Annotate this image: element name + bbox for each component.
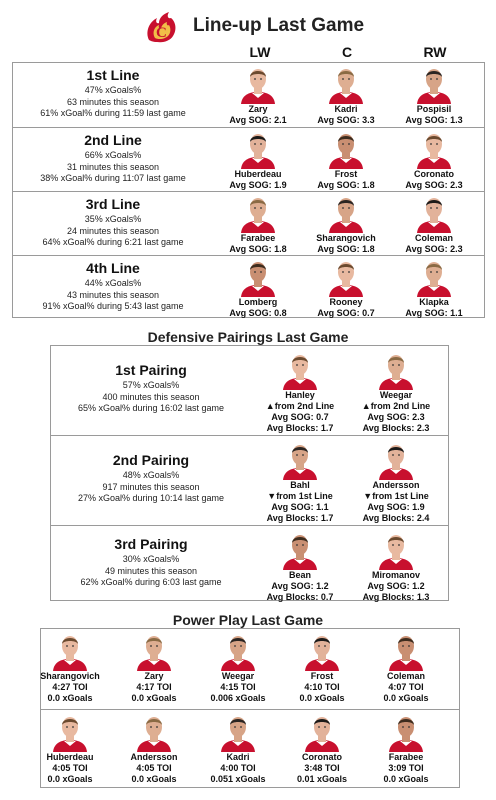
player-headshot-icon <box>134 712 174 752</box>
line-info <box>13 260 213 313</box>
line-minutes: 31 minutes this season <box>66 161 160 172</box>
line-info <box>13 67 213 120</box>
player-stat: Avg Blocks: 2.4 <box>362 513 430 523</box>
player-xgoals: 0.0 xGoals <box>47 774 93 784</box>
player-card <box>341 350 451 434</box>
player-stat: Avg SOG: 1.8 <box>229 244 287 254</box>
page-header <box>0 6 496 46</box>
player-card <box>351 712 461 785</box>
player-photo <box>280 440 320 480</box>
player-xgoals: 0.0 xGoals <box>47 693 93 703</box>
player-toi: 4:05 TOI <box>136 763 172 773</box>
defense-pair-row <box>51 346 448 435</box>
defense-pairings-table <box>50 345 449 601</box>
player-photo <box>134 631 174 671</box>
player-toi: 4:07 TOI <box>388 682 424 692</box>
player-name: Sharangovich <box>316 233 376 243</box>
player-name: Andersson <box>130 752 178 762</box>
player-stat: Avg SOG: 1.1 <box>405 308 463 318</box>
player-headshot-icon <box>414 257 454 297</box>
player-name: Coronato <box>302 752 342 762</box>
player-toi: 4:27 TOI <box>52 682 88 692</box>
pair-last-game: 27% xGoal% during 10:14 last game <box>77 493 225 503</box>
player-headshot-icon <box>386 712 426 752</box>
player-card <box>379 129 489 191</box>
player-photo <box>280 530 320 570</box>
pair-info <box>51 362 251 415</box>
player-headshot-icon <box>326 193 366 233</box>
player-stat: Avg SOG: 2.3 <box>405 244 463 254</box>
page-title: Line-up Last Game <box>193 15 365 36</box>
player-card <box>245 530 355 603</box>
player-photo <box>376 350 416 390</box>
player-headshot-icon <box>280 440 320 480</box>
player-name: Rooney <box>329 297 363 307</box>
pair-last-game: 62% xGoal% during 6:03 last game <box>80 577 222 587</box>
defense-pair-row <box>51 525 448 602</box>
forward-line-row <box>13 255 484 319</box>
player-name: Bean <box>288 570 311 580</box>
player-xgoals: 0.01 xGoals <box>296 774 348 784</box>
player-stat: Avg SOG: 1.3 <box>405 115 463 125</box>
player-headshot-icon <box>218 631 258 671</box>
column-header-rw: RW <box>423 44 447 60</box>
player-xgoals: 0.006 xGoals <box>210 693 266 703</box>
player-toi: 4:17 TOI <box>136 682 172 692</box>
player-headshot-icon <box>238 129 278 169</box>
player-headshot-icon <box>376 440 416 480</box>
player-toi: 3:09 TOI <box>388 763 424 773</box>
player-stat: Avg Blocks: 1.7 <box>266 423 334 433</box>
line-last-game: 64% xGoal% during 6:21 last game <box>42 237 184 247</box>
player-stat: Avg SOG: 1.2 <box>271 581 329 591</box>
player-name: Pospisil <box>416 104 452 114</box>
player-photo <box>326 257 366 297</box>
player-name: Lomberg <box>238 297 278 307</box>
svg-text:C: C <box>156 25 167 41</box>
player-stat: Avg Blocks: 2.3 <box>362 423 430 433</box>
player-photo <box>386 712 426 752</box>
player-card <box>379 193 489 255</box>
player-toi: 4:00 TOI <box>220 763 256 773</box>
player-headshot-icon <box>238 193 278 233</box>
player-headshot-icon <box>414 64 454 104</box>
player-headshot-icon <box>376 530 416 570</box>
pair-info <box>51 536 251 589</box>
player-photo <box>376 440 416 480</box>
pair-name: 3rd Pairing <box>114 536 188 552</box>
player-name: Zary <box>248 104 268 114</box>
line-last-game: 61% xGoal% during 11:59 last game <box>40 108 186 118</box>
pair-xgoals: 30% xGoals% <box>122 554 180 564</box>
player-stat: Avg SOG: 2.1 <box>229 115 287 125</box>
player-headshot-icon <box>218 712 258 752</box>
player-name: Sharangovich <box>40 671 100 681</box>
player-card <box>351 631 461 704</box>
player-headshot-icon <box>50 631 90 671</box>
player-toi: 4:15 TOI <box>220 682 256 692</box>
pair-minutes: 917 minutes this season <box>102 481 200 492</box>
player-xgoals: 0.0 xGoals <box>131 693 177 703</box>
pair-name: 2nd Pairing <box>112 452 190 468</box>
player-stat: Avg SOG: 1.9 <box>367 502 425 512</box>
player-photo <box>414 257 454 297</box>
player-headshot-icon <box>134 631 174 671</box>
player-photo <box>326 64 366 104</box>
powerplay-section-title: Power Play Last Game <box>172 612 324 628</box>
player-photo <box>218 712 258 752</box>
player-headshot-icon <box>302 712 342 752</box>
line-name: 1st Line <box>86 67 140 83</box>
pair-last-game: 65% xGoal% during 16:02 last game <box>77 403 225 413</box>
pair-minutes: 49 minutes this season <box>104 565 198 576</box>
player-photo <box>238 257 278 297</box>
player-stat: Avg SOG: 2.3 <box>367 412 425 422</box>
player-name: Weegar <box>221 671 255 681</box>
player-card <box>379 257 489 319</box>
player-xgoals: 0.0 xGoals <box>383 693 429 703</box>
player-name: Coleman <box>414 233 453 243</box>
player-stat: Avg SOG: 0.7 <box>317 308 375 318</box>
pair-xgoals: 57% xGoals% <box>122 380 180 390</box>
player-headshot-icon <box>238 257 278 297</box>
player-photo <box>386 631 426 671</box>
forward-line-row <box>13 191 484 255</box>
player-name: Bahl <box>290 480 310 490</box>
player-name: Kadri <box>334 104 358 114</box>
player-stat: Avg Blocks: 1.3 <box>362 592 430 602</box>
player-stat: Avg SOG: 1.9 <box>229 180 287 190</box>
player-toi: 3:48 TOI <box>304 763 340 773</box>
player-card <box>341 440 451 524</box>
line-xgoals: 35% xGoals% <box>84 214 142 224</box>
player-headshot-icon <box>414 193 454 233</box>
player-headshot-icon <box>326 129 366 169</box>
player-stat: Avg SOG: 1.2 <box>367 581 425 591</box>
player-photo <box>238 129 278 169</box>
player-photo <box>50 631 90 671</box>
player-headshot-icon <box>302 631 342 671</box>
player-stat: Avg Blocks: 1.7 <box>266 513 334 523</box>
player-name: Coronato <box>414 169 454 179</box>
line-last-game: 91% xGoal% during 5:43 last game <box>42 301 184 311</box>
player-name: Huberdeau <box>234 169 282 179</box>
player-photo <box>238 193 278 233</box>
player-stat: Avg SOG: 3.3 <box>317 115 375 125</box>
pair-info <box>51 452 251 505</box>
column-header-lw: LW <box>249 44 271 60</box>
line-name: 3rd Line <box>85 196 141 212</box>
player-name: Klapka <box>419 297 449 307</box>
line-minutes: 24 minutes this season <box>66 225 160 236</box>
player-toi: 4:10 TOI <box>304 682 340 692</box>
player-stat: Avg SOG: 1.1 <box>271 502 329 512</box>
player-headshot-icon <box>50 712 90 752</box>
player-headshot-icon <box>414 129 454 169</box>
player-photo <box>134 712 174 752</box>
player-stat: Avg Blocks: 0.7 <box>266 592 334 602</box>
line-name: 4th Line <box>86 260 140 276</box>
column-header-c: C <box>341 44 353 60</box>
player-photo <box>238 64 278 104</box>
player-stat: ▼from 1st Line <box>267 491 333 501</box>
player-name: Farabee <box>240 233 276 243</box>
player-card <box>341 530 451 603</box>
player-headshot-icon <box>386 631 426 671</box>
player-xgoals: 0.0 xGoals <box>383 774 429 784</box>
player-photo <box>218 631 258 671</box>
player-headshot-icon <box>238 64 278 104</box>
player-headshot-icon <box>326 257 366 297</box>
player-name: Miromanov <box>371 570 420 580</box>
defense-pair-row <box>51 435 448 525</box>
player-toi: 4:05 TOI <box>52 763 88 773</box>
player-card <box>245 350 355 434</box>
line-minutes: 43 minutes this season <box>66 289 160 300</box>
player-photo <box>414 64 454 104</box>
player-name: Zary <box>144 671 164 681</box>
player-name: Kadri <box>226 752 250 762</box>
powerplay-row <box>41 709 459 789</box>
player-photo <box>414 193 454 233</box>
player-name: Farabee <box>388 752 424 762</box>
pair-xgoals: 48% xGoals% <box>122 470 180 480</box>
player-photo <box>326 193 366 233</box>
player-photo <box>280 350 320 390</box>
player-stat: Avg SOG: 1.8 <box>317 244 375 254</box>
player-name: Frost <box>310 671 334 681</box>
player-stat: ▲from 2nd Line <box>361 401 431 411</box>
line-info <box>13 132 213 185</box>
player-stat: Avg SOG: 0.7 <box>271 412 329 422</box>
line-last-game: 38% xGoal% during 11:07 last game <box>40 173 186 183</box>
forward-lines-table <box>12 62 485 318</box>
line-name: 2nd Line <box>84 132 142 148</box>
player-xgoals: 0.0 xGoals <box>131 774 177 784</box>
player-name: Coleman <box>386 671 425 681</box>
player-headshot-icon <box>376 350 416 390</box>
player-name: Frost <box>334 169 358 179</box>
player-photo <box>302 712 342 752</box>
powerplay-table <box>40 628 460 788</box>
player-photo <box>50 712 90 752</box>
forward-line-row <box>13 127 484 191</box>
player-card <box>379 64 489 126</box>
line-xgoals: 66% xGoals% <box>84 150 142 160</box>
pair-name: 1st Pairing <box>115 362 187 378</box>
player-headshot-icon <box>280 530 320 570</box>
player-stat: Avg SOG: 0.8 <box>229 308 287 318</box>
player-name: Andersson <box>372 480 420 490</box>
player-stat: ▼from 1st Line <box>363 491 429 501</box>
player-photo <box>326 129 366 169</box>
player-name: Hanley <box>285 390 315 400</box>
pair-minutes: 400 minutes this season <box>102 391 200 402</box>
player-name: Weegar <box>379 390 413 400</box>
line-xgoals: 44% xGoals% <box>84 278 142 288</box>
player-photo <box>376 530 416 570</box>
powerplay-row <box>41 629 459 709</box>
player-headshot-icon <box>280 350 320 390</box>
player-photo <box>302 631 342 671</box>
player-xgoals: 0.051 xGoals <box>210 774 266 784</box>
line-xgoals: 47% xGoals% <box>84 85 142 95</box>
forward-line-row <box>13 63 484 127</box>
line-info <box>13 196 213 249</box>
player-card <box>245 440 355 524</box>
player-stat: ▲from 2nd Line <box>265 401 335 411</box>
flames-logo <box>143 10 179 44</box>
player-stat: Avg SOG: 1.8 <box>317 180 375 190</box>
player-xgoals: 0.0 xGoals <box>299 693 345 703</box>
player-name: Huberdeau <box>46 752 94 762</box>
defense-section-title: Defensive Pairings Last Game <box>147 329 349 345</box>
player-stat: Avg SOG: 2.3 <box>405 180 463 190</box>
player-headshot-icon <box>326 64 366 104</box>
line-minutes: 63 minutes this season <box>66 96 160 107</box>
player-photo <box>414 129 454 169</box>
